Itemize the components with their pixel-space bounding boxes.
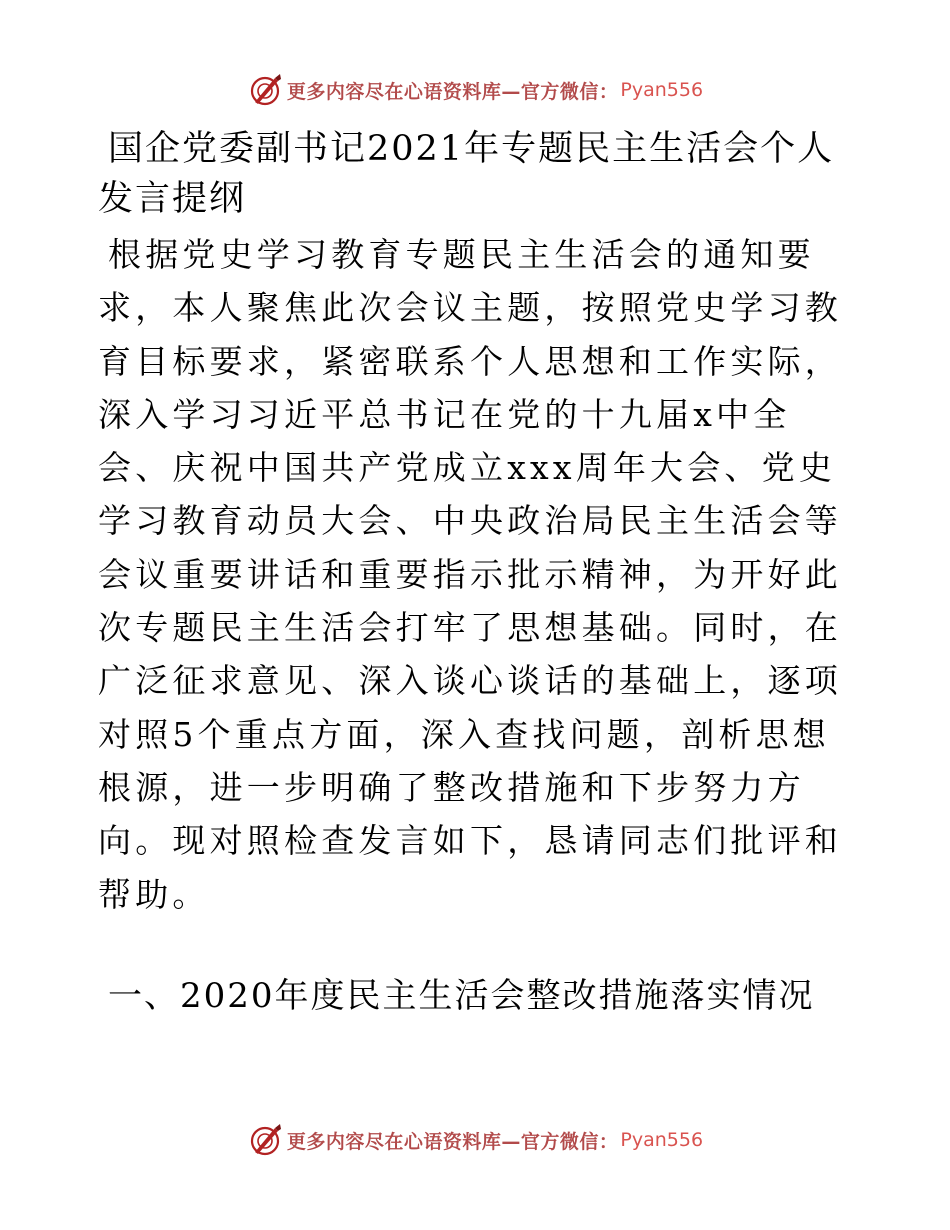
section-heading-1: 一、2020年度民主生活会整改措施落实情况 xyxy=(108,976,815,1016)
watermark-wechat-handle: Pyan556 xyxy=(620,1129,704,1151)
watermark-wechat-handle: Pyan556 xyxy=(620,79,704,101)
pen-logo-icon xyxy=(247,1122,283,1158)
watermark-text: 更多内容尽在心语资料库—官方微信： xyxy=(286,80,619,103)
watermark-text: 更多内容尽在心语资料库—官方微信： xyxy=(286,1130,619,1153)
intro-paragraph: 根据党史学习教育专题民主生活会的通知要求，本人聚焦此次会议主题，按照党史学习教育目标要求，紧密联系个人思想和工作实际，深入学习习近平总书记在党的十九届x中全会、庆祝中国共产党成立xxx周年大会、党史学习教育动员大会、中央政治局民主生活会等会议重要讲话和重要指示批示精神，为开好此次专题民主生活会打牢了思想基础。同时，在广泛征求意见、深入谈心谈话的基础上，逐项对照5个重点方面，深入查找问题，剖析思想根源，进一步明确了整改措施和下步努力方向。现对照检查发言如下，恳请同志们批评和帮助。 xyxy=(98,235,842,914)
pen-logo-icon xyxy=(247,72,283,108)
document-title: 国企党委副书记2021年专题民主生活会个人发言提纲 xyxy=(98,129,835,219)
footer-watermark xyxy=(0,1120,950,1160)
header-watermark xyxy=(0,70,950,110)
